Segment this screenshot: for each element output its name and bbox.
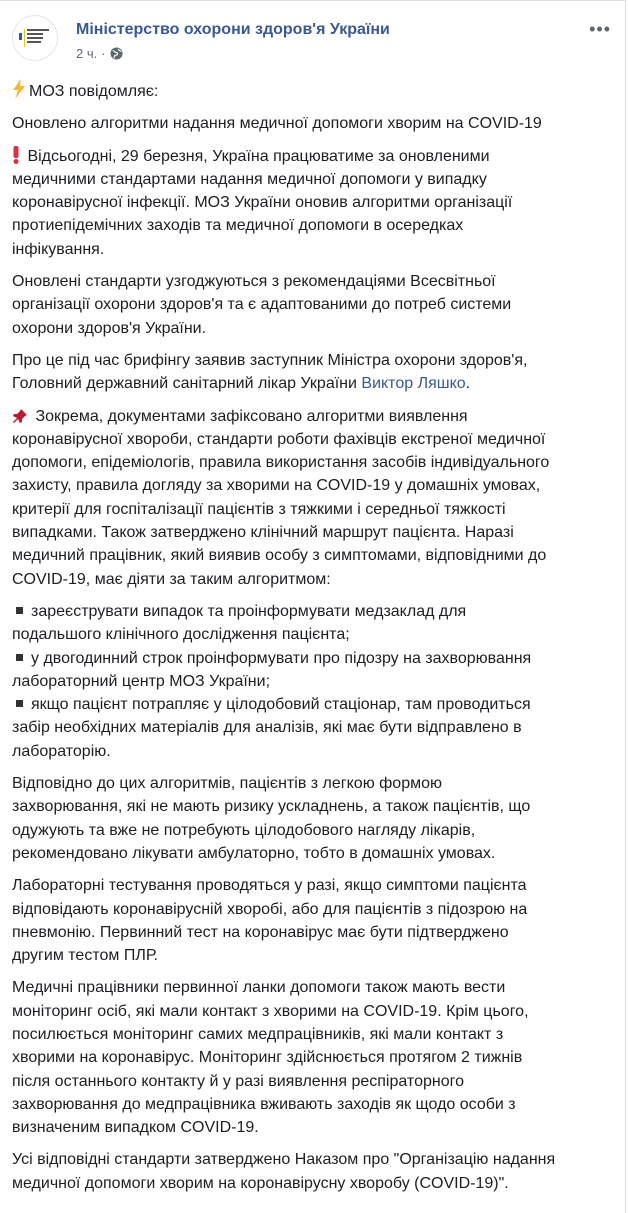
bullet-square-icon	[16, 700, 23, 707]
exclamation-icon	[12, 146, 20, 164]
bullet-list: зареєструвати випадок та проінформувати медзаклад для подальшого клінічного дослідження пацієнта; у двогодинний строк проінформувати про підозру на захворювання лабораторний центр МОЗ України; якщо пацієнт потрапляє у цілодобовий стаціонар, там проводиться забір необхідних матеріалів для аналізів, які має бути відправлено в лабораторію.	[12, 600, 618, 763]
pushpin-icon	[12, 408, 28, 424]
separator: ·	[101, 46, 106, 61]
list-item: зареєструвати випадок та проінформувати медзаклад для	[12, 600, 618, 623]
page-name-link[interactable]: Міністерство охорони здоров'я України	[76, 21, 390, 38]
paragraph-3: Оновлені стандарти узгоджуються з рекомендаціями Всесвітньої організації охорони здоров'я та є адаптованими до потреб системи охорони здоров'я України.	[12, 273, 512, 337]
more-options-button[interactable]: •••	[589, 19, 611, 39]
post-time[interactable]: 2 ч.	[76, 46, 98, 61]
person-link[interactable]: Виктор Ляшко	[361, 375, 466, 393]
page-avatar[interactable]	[12, 15, 58, 61]
paragraph-7: Відповідно до цих алгоритмів, пацієнтів з легкою формою захворювання, які не мають ризику ускладнень, а також пацієнтів, що одужують та вже не потребують цілодобового нагляду лікарів, рекомендовано лікувати амбулаторно, тобто в домашніх умовах.	[12, 775, 531, 862]
lightning-icon	[12, 79, 26, 99]
paragraph-8: Лабораторні тестування проводяться у разі, якщо симптоми пацієнта відповідають коронавірусній хворобі, або для пацієнтів з підозрою на пневмонію. Первинний тест на коронавірус має бути підтверджено другим тестом ПЛР.	[12, 877, 528, 965]
bullet-square-icon	[16, 654, 23, 661]
globe-icon[interactable]	[110, 47, 123, 60]
post-subtitle: Оновлено алгоритми надання медичної допомоги хворим на COVID-19	[12, 115, 542, 133]
post-meta	[76, 46, 123, 61]
list-item: у двогодинний строк проінформувати про підозру на захворювання	[12, 647, 618, 670]
post-body	[12, 79, 618, 1204]
paragraph-9: Медичні працівники первинної ланки допомоги також мають вести моніторинг осіб, які мали контакт з хворими на COVID-19. Крім цього, посилюється моніторинг самих медпрацівників, які мали контакт з хворими на коронавірус. Моніторинг здійснюється протягом 2 тижнів після останнього контакту й у разі виявлення респіраторного захворювання до медпрацівника вживають заходів як щодо особи з визначеним випадком COVID-19.	[12, 979, 529, 1137]
paragraph-10: Усі відповідні стандарти затверджено Наказом про "Організацію надання медичної допомоги хворим на коронавірусну хворобу (COVID-19)".	[12, 1151, 556, 1192]
paragraph-4: Про це під час брифінгу заявив заступник Міністра охорони здоров'я, Головний державний санітарний лікар України Виктор Ляшко.	[12, 351, 528, 393]
paragraph-2: Відсьогодні, 29 березня, Україна працюватиме за оновленими медичними стандартами надання медичної допомоги у випадку коронавірусної інфекції. МОЗ України оновив алгоритми організації протиепідемічних заходів та медичної допомоги в осередках інфікування.	[12, 147, 513, 258]
paragraph-5: Зокрема, документами зафіксовано алгоритми виявлення коронавірусної хвороби, стандарти роботи фахівців екстреної медичної допомоги, епідеміологів, правила використання засобів індивідуального захисту, правила догляду за хворими на COVID-19 у домашніх умовах, критерії для госпіталізації пацієнтів з тяжкими і середньої тяжкості випадками. Також затверджено клінічний маршрут пацієнта. Наразі медичний працівник, який виявив особу з симптомами, відповідними до COVID-19, має діяти за таким алгоритмом:	[12, 407, 550, 588]
intro-line: МОЗ повідомляє:	[12, 79, 618, 103]
moz-logo-icon	[13, 16, 57, 60]
bullet-square-icon	[16, 607, 23, 614]
list-item: якщо пацієнт потрапляє у цілодобовий стаціонар, там проводиться	[12, 693, 618, 716]
